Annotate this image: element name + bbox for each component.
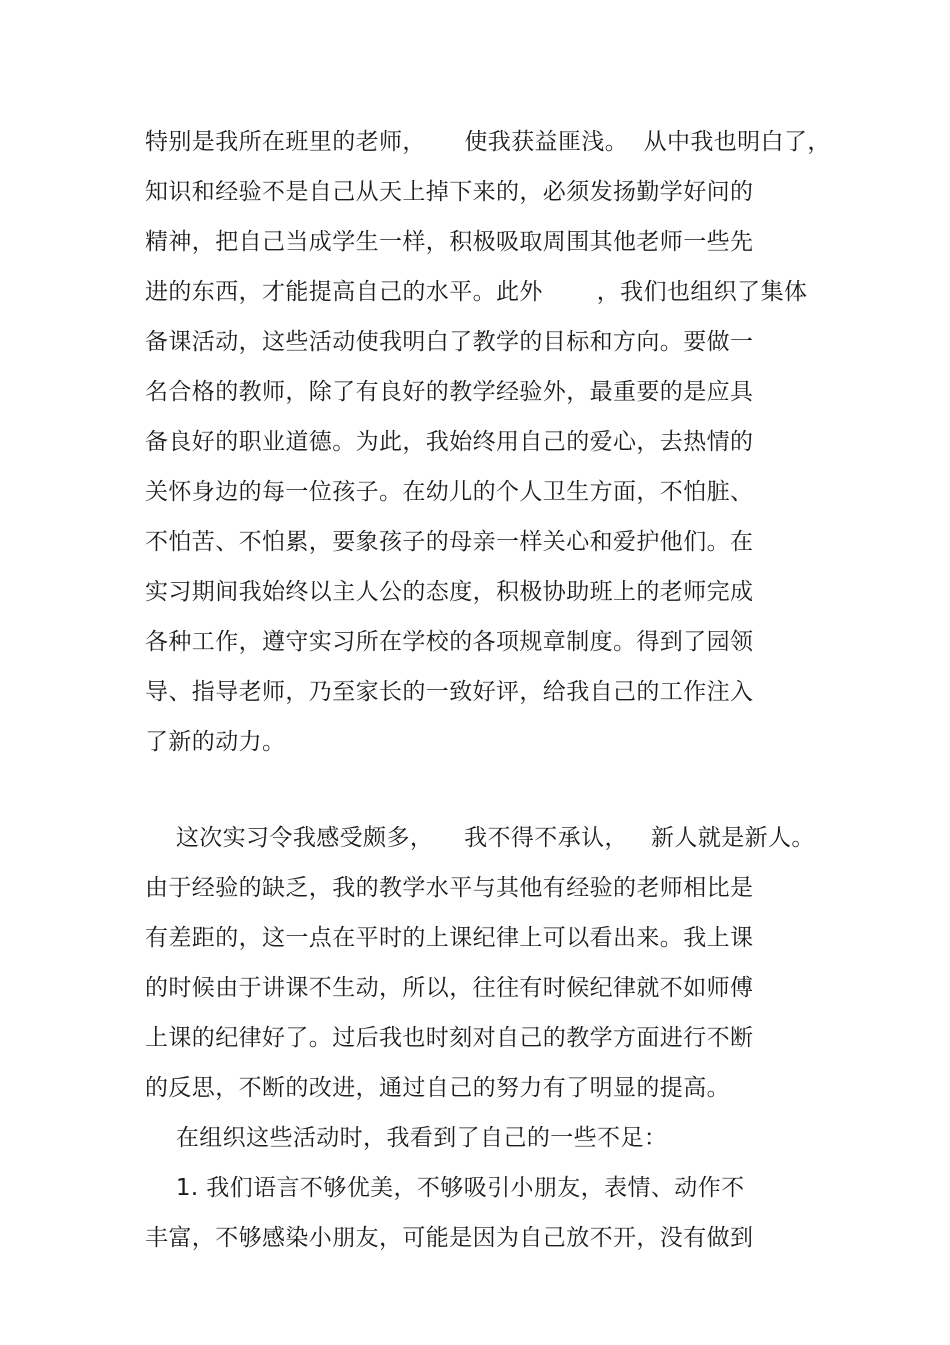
text-line: 关怀身边的每一位孩子。在幼儿的个人卫生方面，不怕脏、: [145, 479, 754, 505]
text-line: 由于经验的缺乏，我的教学水平与其他有经验的老师相比是: [145, 875, 754, 901]
text-line: 1. 我们语言不够优美，不够吸引小朋友，表情、动作不: [145, 1175, 745, 1201]
text-line: 知识和经验不是自己从天上掉下来的，必须发扬勤学好问的: [145, 179, 754, 205]
text-line: 特别是我所在班里的老师， 使我获益匪浅。 从中我也明白了，: [145, 129, 831, 155]
text-line: 不怕苦、不怕累，要象孩子的母亲一样关心和爱护他们。在: [145, 529, 754, 555]
text-line: 的反思，不断的改进，通过自己的努力有了明显的提高。: [145, 1075, 730, 1101]
text-line: 有差距的，这一点在平时的上课纪律上可以看出来。我上课: [145, 925, 754, 951]
text-line: 了新的动力。: [145, 729, 286, 755]
text-line: 在组织这些活动时，我看到了自己的一些不足：: [145, 1125, 668, 1151]
text-line: 导、指导老师，乃至家长的一致好评，给我自己的工作注入: [145, 679, 754, 705]
text-line: 名合格的教师，除了有良好的教学经验外，最重要的是应具: [145, 379, 754, 405]
text-line: 这次实习令我感受颇多， 我不得不承认， 新人就是新人。: [145, 825, 815, 851]
text-line: 上课的纪律好了。过后我也时刻对自己的教学方面进行不断: [145, 1025, 754, 1051]
text-line: 的时候由于讲课不生动，所以，往往有时候纪律就不如师傅: [145, 975, 754, 1001]
text-line: 精神，把自己当成学生一样，积极吸取周围其他老师一些先: [145, 229, 754, 255]
text-line: 备良好的职业道德。为此，我始终用自己的爱心，去热情的: [145, 429, 754, 455]
text-line: 备课活动，这些活动使我明白了教学的目标和方向。要做一: [145, 329, 754, 355]
text-line: 丰富，不够感染小朋友，可能是因为自己放不开，没有做到: [145, 1225, 754, 1251]
text-line: 各种工作，遵守实习所在学校的各项规章制度。得到了园领: [145, 629, 754, 655]
text-line: 实习期间我始终以主人公的态度，积极协助班上的老师完成: [145, 579, 754, 605]
text-line: 进的东西，才能提高自己的水平。此外 ，我们也组织了集体: [145, 279, 808, 305]
